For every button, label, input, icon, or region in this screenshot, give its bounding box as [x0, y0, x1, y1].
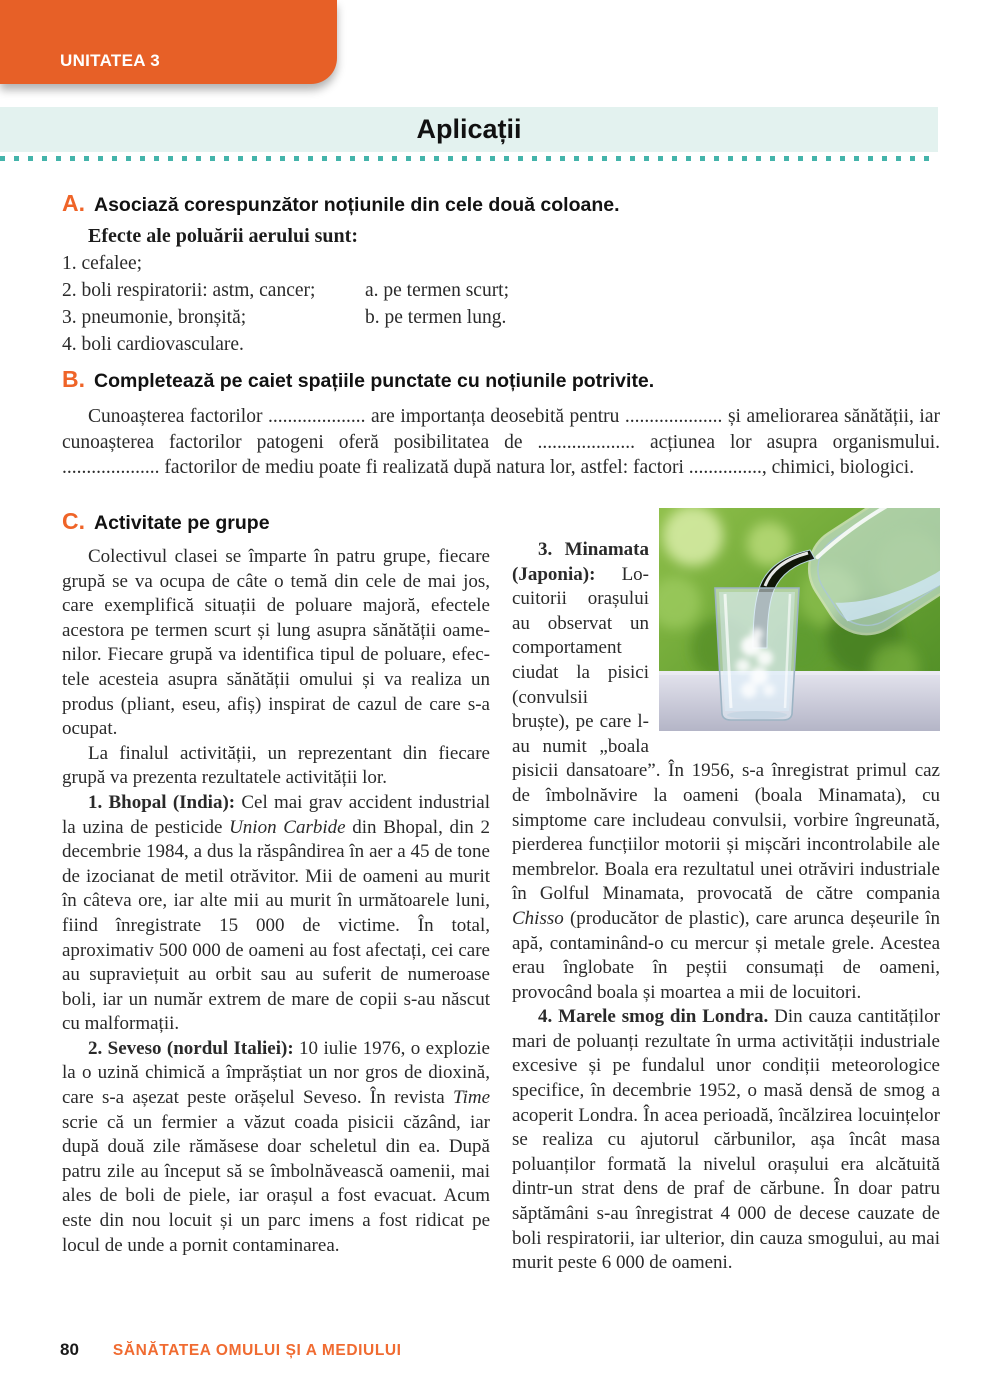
match-item-2: 2. boli respiratorii: astm, cancer;	[62, 280, 316, 301]
section-b-heading	[62, 366, 940, 393]
fill-in-paragraph: Cunoașterea factorilor .................... are importanța deosebită pentru .................... și ameliorarea sănătății, iar cunoașterea factorilor patogeni oferă posibilitatea de .................... acțiunea lor asupra organismului. .................... factorilor de mediu poate fi realizată după natura lor, astfel: factori ..............., chimici, biologici.	[62, 406, 940, 478]
dotted-divider	[0, 156, 938, 161]
section-c-heading	[62, 508, 490, 535]
unit-label: UNITATEA 3	[60, 51, 160, 70]
match-item-4: 4. boli cardiovasculare.	[62, 334, 244, 355]
right-column	[512, 508, 940, 1276]
section-a-title: Asociază corespunzător noțiunile din cele două coloane.	[94, 194, 620, 216]
section-c-letter: C.	[62, 508, 85, 534]
page-footer	[60, 1340, 402, 1360]
page-title: Aplicații	[416, 114, 522, 144]
section-c-title: Activitate pe grupe	[94, 512, 270, 534]
case-bhopal-paragraph: 1. Bhopal (India): Cel mai grav accident industrial la uzina de pesticide Union Carbide din Bhopal, din 2 decembrie 1984, a dus la răspândirea în aer a 45 de tone de izocianat de metil otrăvitor. Mii de oameni au murit în câteva ore, iar alte mii au murit în următoarele luni, fiind înregistrate 15 000 de victime. În total, aproximativ 500 000 de oameni au fost afectați, cei care au supraviețuit au orbit sau au suferit de numeroase boli, iar un număr extrem de mare de copii s-au născut cu malformații.	[62, 791, 490, 1035]
section-b	[62, 366, 940, 481]
activity-intro-paragraph: Colectivul clasei se împarte în patru grupe, fiecare grupă se va ocupa de câte o temă din cele de mai jos, care exemplifică situații de poluare majoră, efectele acestora pe termen scurt și lung asupra sănătății oamenilor. Fiecare grupă va identifica tipul de poluare, efectele acesteia asupra sănătății omului și va realiza un produs (pliant, eseu, afiș) inspirat de cazul de care s-a ocupat.	[62, 546, 490, 740]
match-list	[62, 250, 702, 358]
section-a-heading	[62, 190, 702, 217]
match-option-a: a. pe termen scurt;	[365, 280, 510, 301]
left-column	[62, 508, 490, 1276]
unit-tab	[0, 0, 337, 84]
page-number: 80	[60, 1340, 79, 1359]
match-item-1: 1. cefalee;	[62, 253, 143, 274]
match-option-blank-1	[365, 250, 702, 277]
applications-banner	[0, 107, 938, 152]
case-london-smog-paragraph: 4. Marele smog din Londra. Din cauza cantităților mari de poluanți rezultate în urma activității industriale excesive și pe fundalul unor condiții meteorologice specifice, în decembrie 1952, o masă densă de smog a acoperit Londra. În acea perioadă, încălzirea locuințelor se realiza cu ajutorul cărbunilor, așa încât masa poluanților formată la nivelul orașului era alcătuită dintr-un strat dens de praf de cărbune. În doar patru săptămâni s-au înregistrat 4 000 de decese cauzate de boli respiratorii, iar ulterior, din cauza smogului, au mai murit peste 6 000 de oameni.	[512, 1006, 940, 1274]
match-option-b: b. pe termen lung.	[365, 307, 507, 328]
section-a-subtitle: Efecte ale poluării aerului sunt:	[88, 225, 358, 247]
section-b-letter: B.	[62, 366, 85, 392]
water-pour-photo	[659, 508, 940, 731]
footer-title: SĂNĂTATEA OMULUI ȘI A MEDIULUI	[112, 1342, 402, 1359]
two-column-layout	[62, 508, 940, 1276]
match-option-blank-2	[365, 331, 702, 358]
section-a-letter: A.	[62, 190, 85, 216]
case-seveso-paragraph: 2. Seveso (nordul Italiei): 10 iulie 1976, o explozie la o uzină chimică a împrăștiat un nor gros de dioxină, care s-a așezat peste orășelul Seveso. În revista Time scrie că un fermier a văzut coada pisicii căzând, iar după două zile rămăsese doar scheletul din ea. După patru zile au început să se îmbolnăvească oamenii, mai ales de boli de piele, iar orașul a fost evacuat. Acum este din nou locuit și un parc imens a fost ridicat pe locul de unde a pornit contaminarea.	[62, 1037, 490, 1256]
activity-closing-paragraph: La finalul activității, un reprezentant din fiecare grupă va prezenta rezultatele activității lor.	[62, 742, 490, 789]
section-c	[62, 508, 940, 1276]
section-a	[62, 190, 702, 358]
case-minamata-paragraph: 3. Minamata (Japonia): Locuitorii orașului au observat un comportament ciudat la pisici (convulsii bruște), pe care l-au numit „boala pisicii dansatoare”. În 1956, s-a înregistrat primul caz de îmbolnăvire la oameni (boala Minamata), cu simptome care includeau convulsii, vorbire îngreunată, pierderea funcțiilor motorii și mișcări incontrolabile ale membrelor. Boala era rezultatul unei otrăviri industriale în Golful Minamata, provocată de către compania Chisso (producător de plastic), care arunca deșeurile în apă, contaminând-o cu mercur și metale grele. Acestea erau înglobate în peștii consumați de oameni, provocând boala și moartea a mii de locuitori.	[512, 539, 940, 1003]
section-b-title: Completează pe caiet spațiile punctate cu noțiunile potrivite.	[94, 370, 655, 392]
match-item-3: 3. pneumonie, bronșită;	[62, 307, 247, 328]
